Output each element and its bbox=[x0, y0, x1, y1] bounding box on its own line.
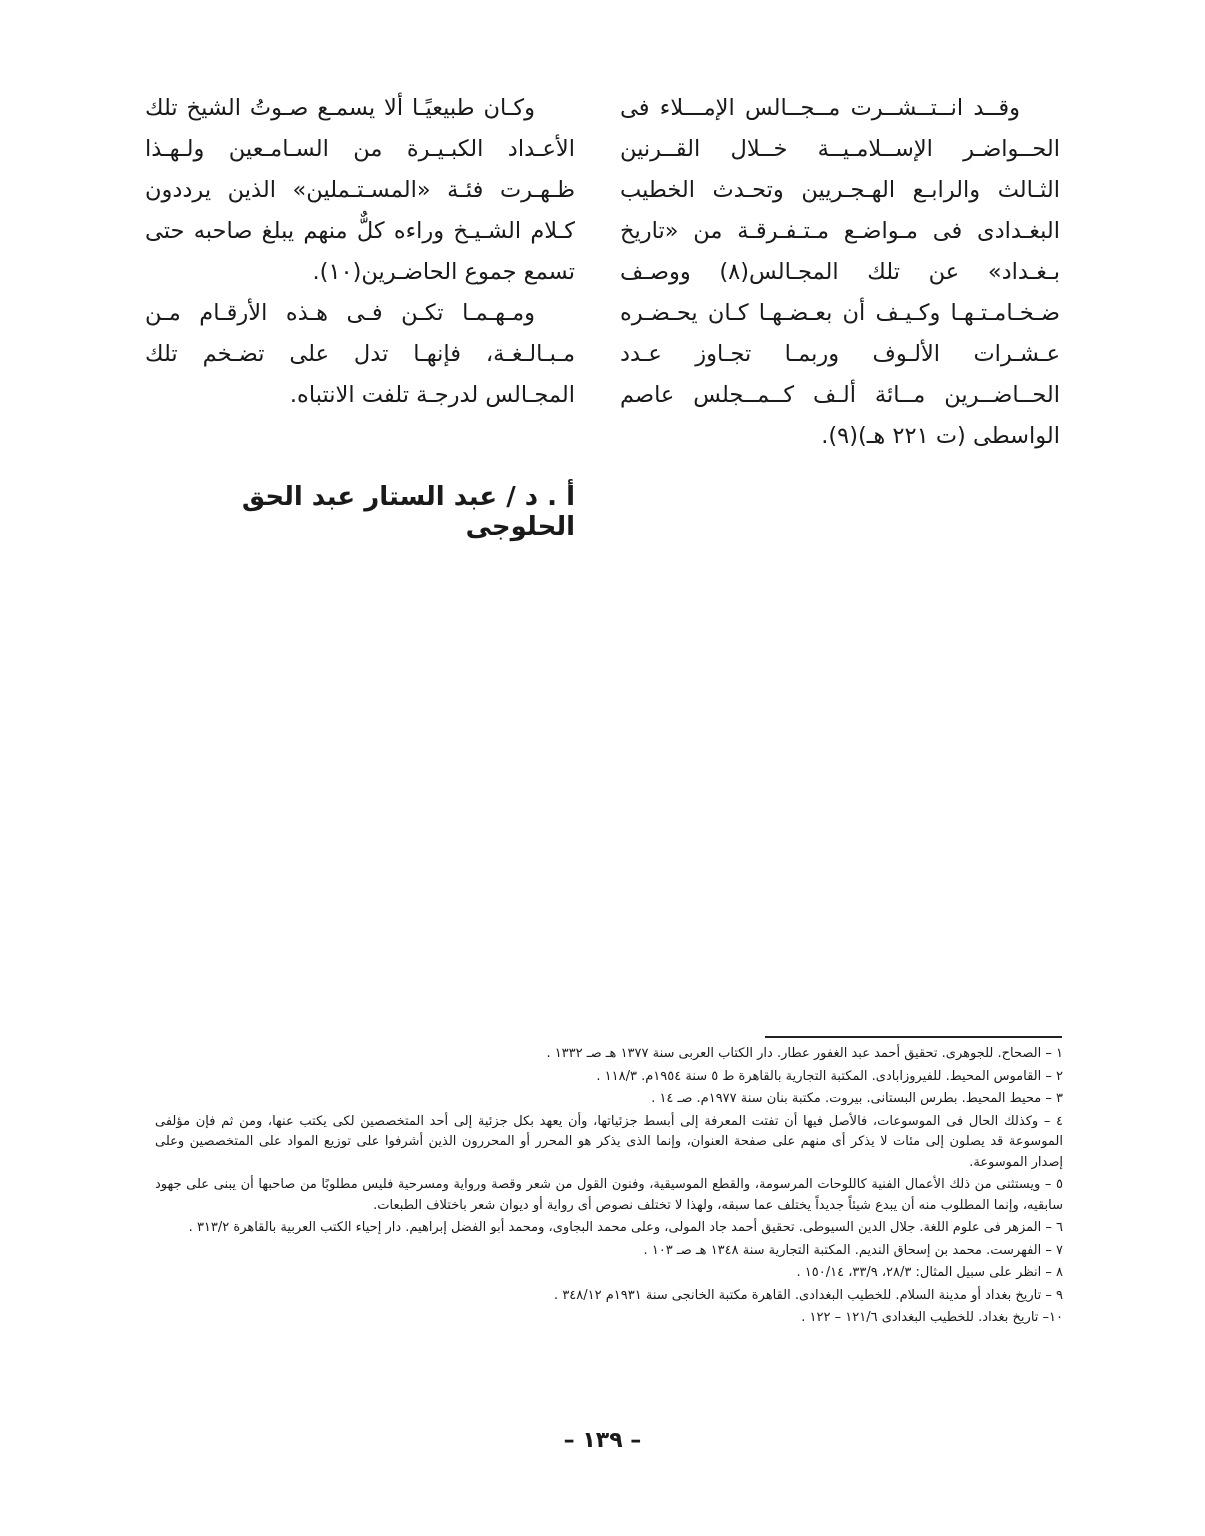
paragraph: ومـهـمـا تكـن فـى هـذه الأرقـام مـن مـبـالـغـة، فإنهـا تدل على تضـخم تلك المجـالس لدرجـة تلفت الانتباه. bbox=[145, 300, 575, 408]
footnotes bbox=[155, 1044, 1063, 1331]
footnote-5: ٥ – ويستثنى من ذلك الأعمال الفنية كاللوحات المرسومة، والقطع الموسيقية، وفنون القول من شعر وقصة ورواية ومسرحية فليس مطلوبًا من صاحبها أن يبنى على جهود سابقيه، وإنما المطلوب منه أن يبدع شيئاً جديداً يختلف عما سبقه، ولهذا لا تختلف نصوص أى رواية أو ديوان شعر باختلاف الطبعات. bbox=[155, 1177, 1063, 1213]
footnote-divider bbox=[765, 1036, 1062, 1038]
footnote-10: ١٠– تاريخ بغداد. للخطيب البغدادى ١٢١/٦ – ١٢٢ . bbox=[801, 1310, 1063, 1325]
footnote-4: ٤ – وكذلك الحال فى الموسوعات، فالأصل فيها أن تفتت المعرفة إلى أبسط جزئياتها، وأن يعهد بكل جزئية إلى أحد المتخصصين لكى يكتب عنها، ومن ثم فإن مؤلفى الموسوعة قد يصلون إلى مئات لا يذكر أى منهم على صفحة العنوان، وإنما الذى يذكر هو المحرر أو المحررون الذين أشرفوا على توزيع المواد على المتخصصين وعلى إصدار الموسوعة. bbox=[155, 1113, 1063, 1170]
body-column-right bbox=[620, 88, 1060, 457]
footnote-6: ٦ – المزهر فى علوم اللغة. جلال الدين السيوطى. تحقيق أحمد جاد المولى، وعلى محمد البجاوى، ومحمد أبو الفضل إبراهيم. دار إحياء الكتب العربية بالقاهرة ٣١٣/٢ . bbox=[188, 1220, 1063, 1235]
page-number: – ١٣٩ – bbox=[563, 1428, 642, 1453]
author-signature: أ . د / عبد الستار عبد الحق الحلوجى bbox=[241, 482, 575, 542]
footnote-8: ٨ – انظر على سبيل المثال: ٢٨/٣، ٣٣/٩، ١٥٠/١٤ . bbox=[796, 1265, 1063, 1280]
footnote-7: ٧ – الفهرست. محمد بن إسحاق النديم. المكتبة التجارية سنة ١٣٤٨ هـ صـ ١٠٣ . bbox=[643, 1242, 1063, 1258]
footnote-1: ١ – الصحاح. للجوهرى. تحقيق أحمد عبد الغفور عطار. دار الكتاب العربى سنة ١٣٧٧ هـ صـ ١٣٣٢ . bbox=[546, 1046, 1063, 1061]
footnote-9: ٩ – تاريخ بغداد أو مدينة السلام. للخطيب البغدادى. القاهرة مكتبة الخانجى سنة ١٩٣١م ٣٤٨/١٢ . bbox=[554, 1287, 1063, 1303]
footnote-3: ٣ – محيط المحيط. بطرس البستانى. بيروت. مكتبة بنان سنة ١٩٧٧م. صـ ١٤ . bbox=[651, 1091, 1063, 1106]
body-column-left bbox=[145, 88, 575, 416]
paragraph: وكـان طبيعيًـا ألا يسمـع صـوتُ الشيخ تلك الأعـداد الكبـيـرة من السـامـعين ولـهـذا ظـهـرت فئـة «المسـتـملين» الذين يرددون كـلام الشـيـخ وراءه كلٌّ منهم يبلغ صاحبه حتى تسمع جموع الحاضـرين(١٠). bbox=[145, 95, 575, 285]
paragraph: وقــد انــتــشــرت مــجــالس الإمـــلاء فى الحــواضـر الإســلامـيــة خــلال القــرنين الثـالث والرابـع الهـجـريين وتحـدث الخطيب البغـدادى فى مـواضـع مـتـفـرقـة من «تاريخ بـغـداد» عن تلك المجـالس(٨) ووصـف ضـخـامـتـهـا وكـيـف أن بعـضـهـا كـان يحـضـره عـشـرات الألـوف وربمـا تجـاوز عـدد الحــاضــرين مــائة ألـف كــمــجلس عاصم الواسطى (ت ٢٢١ هـ)(٩). bbox=[620, 95, 1060, 449]
footnote-2: ٢ – القاموس المحيط. للفيروزابادى. المكتبة التجارية بالقاهرة ط ٥ سنة ١٩٥٤م. ١١٨/٣ . bbox=[596, 1068, 1063, 1084]
